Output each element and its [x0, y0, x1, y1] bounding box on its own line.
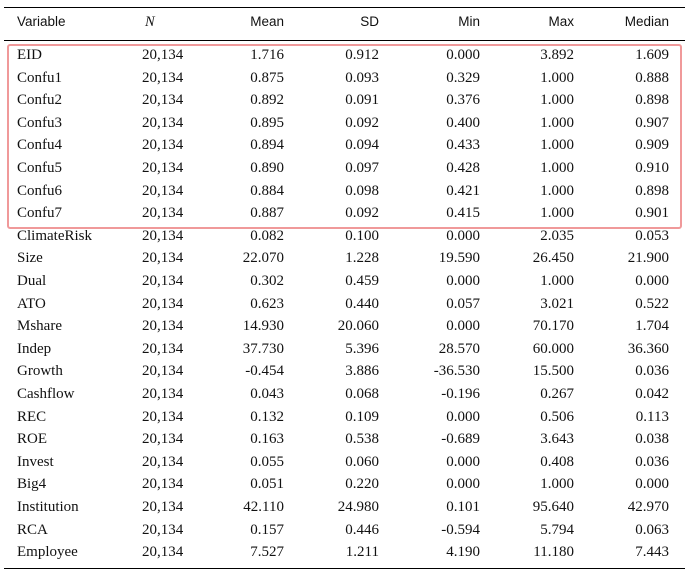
cell-sd: 20.060 [337, 318, 379, 335]
cell-variable: Size [17, 250, 43, 267]
cell-max: 26.450 [532, 250, 574, 267]
table-row [4, 205, 685, 228]
cell-min: 0.000 [446, 227, 480, 244]
cell-median: 0.910 [635, 160, 669, 176]
cell-max: 3.021 [540, 295, 574, 312]
cell-median: 0.000 [635, 476, 669, 493]
cell-median: 7.443 [635, 544, 669, 561]
header-max: Max [548, 14, 574, 29]
cell-min: 0.000 [446, 476, 480, 493]
cell-sd: 3.886 [345, 363, 379, 380]
header-rule [4, 40, 685, 41]
cell-sd: 0.109 [345, 408, 379, 425]
cell-sd: 0.060 [345, 453, 379, 470]
header-min: Min [458, 14, 480, 29]
cell-max: 1.000 [540, 92, 574, 109]
cell-mean: 0.157 [250, 521, 284, 538]
cell-mean: 0.132 [250, 408, 284, 425]
cell-min: 0.400 [446, 114, 480, 131]
table-row [4, 476, 685, 499]
cell-mean: 0.894 [250, 137, 284, 154]
cell-sd: 0.091 [345, 92, 379, 109]
table-row [4, 363, 685, 386]
cell-max: 1.000 [540, 205, 574, 222]
cell-variable: Mshare [17, 318, 62, 335]
cell-min: 0.000 [446, 408, 480, 425]
cell-max: 1.000 [540, 137, 574, 154]
bottom-rule [4, 568, 685, 569]
cell-max: 70.170 [532, 318, 574, 335]
table-row [4, 273, 685, 296]
cell-variable: Growth [17, 363, 63, 380]
cell-max: 1.000 [540, 160, 574, 176]
table-row [4, 47, 685, 70]
cell-sd: 0.098 [345, 182, 379, 199]
cell-median: 1.609 [635, 47, 669, 63]
cell-sd: 0.093 [345, 69, 379, 86]
cell-mean: 0.055 [250, 453, 284, 470]
table-row [4, 160, 685, 183]
cell-max: 1.000 [540, 114, 574, 131]
cell-n: 20,134 [142, 521, 184, 538]
cell-variable: Cashflow [17, 386, 75, 402]
cell-min: 0.000 [446, 273, 480, 289]
table-row [4, 522, 685, 545]
cell-median: 0.036 [635, 363, 669, 380]
cell-max: 2.035 [540, 227, 574, 244]
cell-n: 20,134 [142, 408, 184, 425]
table-row [4, 341, 685, 364]
cell-min: 0.428 [446, 160, 480, 176]
cell-min: -0.196 [441, 386, 480, 402]
cell-sd: 0.097 [345, 160, 379, 176]
header-n: N [145, 14, 155, 30]
cell-median: 0.113 [635, 408, 669, 425]
cell-variable: Confu2 [17, 92, 62, 109]
table-row [4, 409, 685, 432]
cell-median: 0.036 [635, 453, 669, 470]
table-row [4, 228, 685, 251]
cell-median: 0.907 [635, 114, 669, 131]
cell-variable: ATO [17, 295, 46, 312]
cell-min: 0.415 [446, 205, 480, 222]
cell-mean: 22.070 [242, 250, 284, 267]
cell-variable: Confu7 [17, 205, 62, 222]
cell-n: 20,134 [142, 250, 184, 267]
cell-sd: 5.396 [345, 340, 379, 357]
cell-sd: 1.211 [345, 544, 379, 561]
table-row [4, 454, 685, 477]
cell-max: 15.500 [532, 363, 574, 380]
cell-variable: Indep [17, 340, 52, 357]
cell-n: 20,134 [142, 318, 184, 335]
cell-min: -0.594 [441, 521, 480, 538]
table-header [4, 7, 685, 30]
cell-mean: 0.043 [250, 386, 284, 402]
cell-mean: 0.892 [250, 92, 284, 109]
cell-median: 0.909 [635, 137, 669, 154]
cell-min: -36.530 [433, 363, 480, 380]
cell-variable: Institution [17, 499, 79, 515]
cell-n: 20,134 [142, 386, 184, 402]
cell-variable: RCA [17, 521, 48, 538]
cell-min: 0.000 [446, 47, 480, 63]
cell-sd: 0.092 [345, 205, 379, 222]
cell-n: 20,134 [142, 340, 184, 357]
header-median: Median [624, 14, 669, 29]
table-row [4, 386, 685, 409]
cell-n: 20,134 [142, 92, 184, 109]
cell-n: 20,134 [142, 160, 184, 176]
cell-sd: 0.100 [345, 227, 379, 244]
cell-min: 28.570 [438, 340, 480, 357]
cell-min: 0.421 [446, 182, 480, 199]
cell-max: 5.794 [540, 521, 574, 538]
cell-min: 0.329 [446, 69, 480, 86]
cell-n: 20,134 [142, 544, 184, 561]
cell-sd: 0.068 [345, 386, 379, 402]
cell-sd: 0.092 [345, 114, 379, 131]
cell-min: 0.000 [446, 453, 480, 470]
cell-mean: 7.527 [250, 544, 284, 561]
cell-variable: Big4 [17, 476, 47, 493]
cell-mean: 0.895 [250, 114, 284, 131]
table-row [4, 431, 685, 454]
cell-median: 0.063 [635, 521, 669, 538]
cell-median: 36.360 [627, 340, 669, 357]
cell-sd: 0.440 [345, 295, 379, 312]
cell-variable: Dual [17, 273, 47, 289]
cell-n: 20,134 [142, 47, 184, 63]
cell-variable: Confu1 [17, 69, 62, 86]
cell-n: 20,134 [142, 114, 184, 131]
cell-sd: 0.538 [345, 431, 379, 448]
cell-mean: 0.623 [250, 295, 284, 312]
cell-n: 20,134 [142, 453, 184, 470]
cell-min: 0.101 [446, 499, 480, 515]
header-sd: SD [360, 14, 379, 29]
cell-max: 1.000 [540, 69, 574, 86]
cell-min: -0.689 [441, 431, 480, 448]
cell-n: 20,134 [142, 227, 184, 244]
cell-sd: 24.980 [337, 499, 379, 515]
table-row [4, 183, 685, 206]
cell-n: 20,134 [142, 499, 184, 515]
cell-max: 0.267 [540, 386, 574, 402]
cell-variable: Invest [17, 453, 54, 470]
cell-variable: Confu4 [17, 137, 62, 154]
cell-max: 0.506 [540, 408, 574, 425]
cell-variable: REC [17, 408, 47, 425]
cell-mean: 1.716 [250, 47, 284, 63]
cell-n: 20,134 [142, 295, 184, 312]
cell-min: 4.190 [446, 544, 480, 561]
cell-median: 0.898 [635, 92, 669, 109]
cell-mean: -0.454 [245, 363, 284, 380]
cell-median: 0.038 [635, 431, 669, 448]
cell-median: 21.900 [627, 250, 669, 267]
cell-variable: Confu3 [17, 114, 62, 131]
cell-median: 0.000 [635, 273, 669, 289]
cell-mean: 37.730 [242, 340, 284, 357]
table-row [4, 70, 685, 93]
cell-min: 19.590 [438, 250, 480, 267]
table-row [4, 115, 685, 138]
cell-mean: 0.051 [250, 476, 284, 493]
cell-n: 20,134 [142, 69, 184, 86]
cell-median: 0.053 [635, 227, 669, 244]
cell-variable: Confu6 [17, 182, 62, 199]
cell-mean: 0.082 [250, 227, 284, 244]
cell-mean: 0.163 [250, 431, 284, 448]
cell-median: 1.704 [635, 318, 669, 335]
cell-mean: 0.884 [250, 182, 284, 199]
cell-sd: 0.220 [345, 476, 379, 493]
cell-max: 0.408 [540, 453, 574, 470]
cell-max: 1.000 [540, 273, 574, 289]
cell-median: 0.898 [635, 182, 669, 199]
cell-mean: 0.302 [250, 273, 284, 289]
cell-sd: 0.094 [345, 137, 379, 154]
table-row [4, 137, 685, 160]
cell-variable: ROE [17, 431, 47, 448]
table-row [4, 296, 685, 319]
cell-mean: 0.890 [250, 160, 284, 176]
cell-n: 20,134 [142, 273, 184, 289]
cell-median: 0.522 [635, 295, 669, 312]
cell-sd: 1.228 [345, 250, 379, 267]
cell-mean: 14.930 [242, 318, 284, 335]
cell-median: 0.888 [635, 69, 669, 86]
cell-max: 11.180 [533, 544, 574, 561]
cell-n: 20,134 [142, 205, 184, 222]
header-mean: Mean [250, 14, 284, 29]
cell-mean: 0.875 [250, 69, 284, 86]
cell-variable: Employee [17, 544, 78, 561]
cell-mean: 42.110 [243, 499, 284, 515]
cell-n: 20,134 [142, 431, 184, 448]
cell-variable: EID [17, 47, 42, 63]
cell-min: 0.057 [446, 295, 480, 312]
header-variable: Variable [17, 14, 66, 29]
cell-mean: 0.887 [250, 205, 284, 222]
cell-median: 42.970 [627, 499, 669, 515]
cell-max: 60.000 [532, 340, 574, 357]
cell-sd: 0.459 [345, 273, 379, 289]
table-row [4, 499, 685, 522]
cell-n: 20,134 [142, 137, 184, 154]
cell-min: 0.376 [446, 92, 480, 109]
cell-min: 0.000 [446, 318, 480, 335]
table-row [4, 544, 685, 567]
cell-variable: Confu5 [17, 160, 62, 176]
table-row [4, 250, 685, 273]
table-row [4, 318, 685, 341]
cell-median: 0.042 [635, 386, 669, 402]
cell-max: 3.643 [540, 431, 574, 448]
cell-max: 95.640 [532, 499, 574, 515]
cell-sd: 0.912 [345, 47, 379, 63]
cell-max: 1.000 [540, 182, 574, 199]
cell-n: 20,134 [142, 182, 184, 199]
cell-median: 0.901 [635, 205, 669, 222]
cell-variable: ClimateRisk [17, 227, 92, 244]
cell-n: 20,134 [142, 363, 184, 380]
cell-sd: 0.446 [345, 521, 379, 538]
table-row [4, 92, 685, 115]
cell-n: 20,134 [142, 476, 184, 493]
cell-min: 0.433 [446, 137, 480, 154]
cell-max: 3.892 [540, 47, 574, 63]
cell-max: 1.000 [540, 476, 574, 493]
